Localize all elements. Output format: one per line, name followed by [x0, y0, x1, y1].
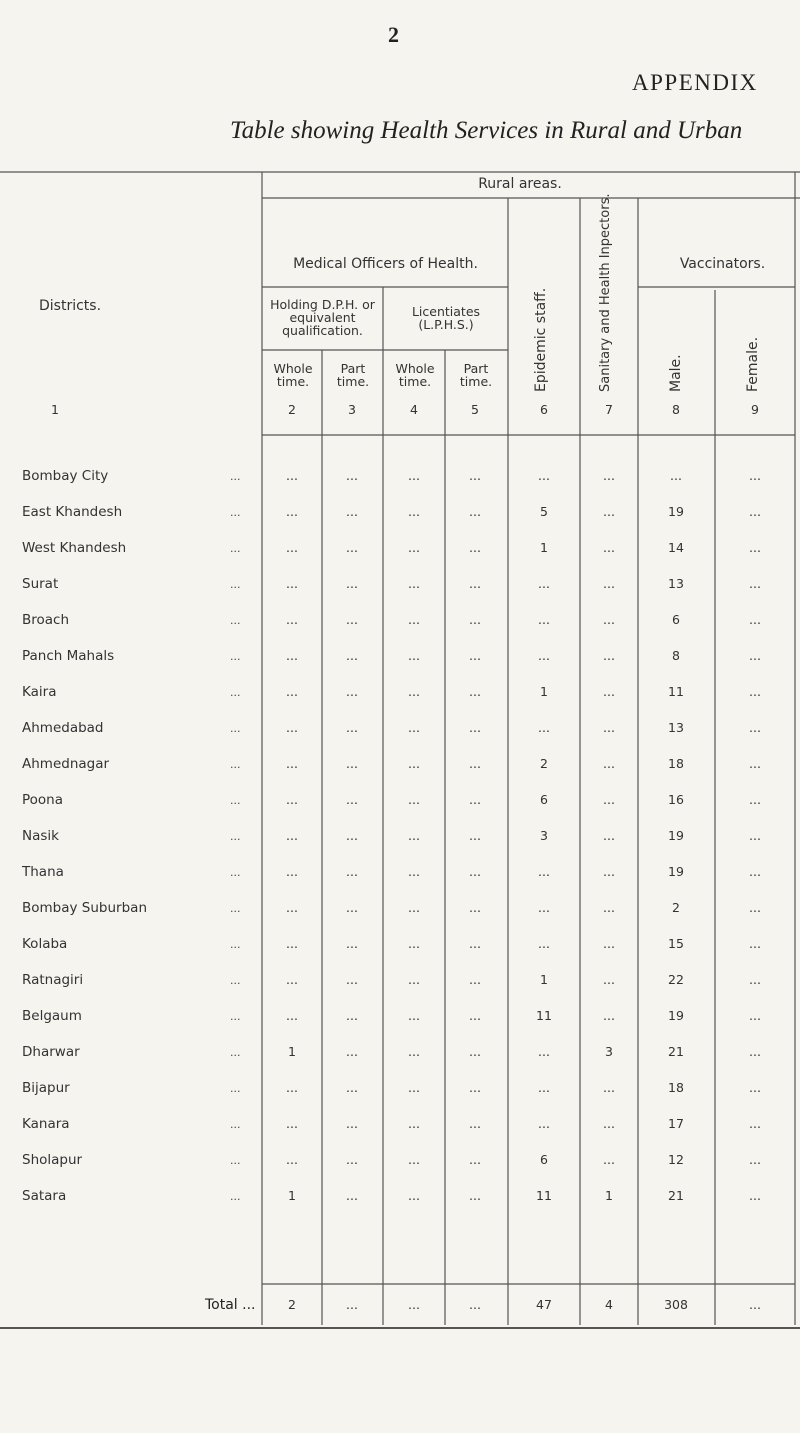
cell-col-2: ...: [286, 504, 298, 519]
cell-col-5: ...: [469, 720, 481, 735]
cell-col-9: ...: [749, 648, 761, 663]
cell-col-3: ...: [346, 792, 358, 807]
cell-col-8: ...: [670, 468, 682, 483]
cell-col-2: ...: [286, 792, 298, 807]
column-number-9: 9: [751, 402, 759, 417]
cell-col-9: ...: [749, 1152, 761, 1167]
leader-dots: ...: [230, 794, 241, 807]
cell-col-4: ...: [408, 540, 420, 555]
cell-col-9: ...: [749, 1008, 761, 1023]
cell-col-2: 1: [288, 1188, 296, 1203]
cell-col-5: ...: [469, 504, 481, 519]
total-label: Total ...: [205, 1297, 256, 1313]
cell-col-7: ...: [603, 864, 615, 879]
cell-col-9: ...: [749, 468, 761, 483]
cell-col-2: ...: [286, 864, 298, 879]
cell-col-6: ...: [538, 468, 550, 483]
cell-col-6: ...: [538, 864, 550, 879]
cell-col-5: ...: [469, 864, 481, 879]
cell-col-8: 12: [668, 1152, 684, 1167]
leader-dots: ...: [230, 542, 241, 555]
cell-col-6: ...: [538, 936, 550, 951]
column-number-8: 8: [672, 402, 680, 417]
cell-col-3: ...: [346, 936, 358, 951]
cell-col-4: ...: [408, 864, 420, 879]
cell-col-4: ...: [408, 468, 420, 483]
cell-col-5: ...: [469, 612, 481, 627]
cell-col-5: ...: [469, 756, 481, 771]
leader-dots: ...: [230, 938, 241, 951]
cell-col-8: 18: [668, 1080, 684, 1095]
cell-col-7: ...: [603, 1152, 615, 1167]
cell-col-7: ...: [603, 504, 615, 519]
cell-col-3: ...: [346, 720, 358, 735]
cell-col-5: ...: [469, 468, 481, 483]
cell-col-4: ...: [408, 936, 420, 951]
cell-col-6: ...: [538, 720, 550, 735]
district-name: Thana: [22, 864, 64, 880]
district-name: Belgaum: [22, 1008, 82, 1024]
part-time-header-5: Part time.: [459, 361, 493, 389]
male-header: Male.: [668, 354, 684, 392]
column-number-7: 7: [605, 402, 613, 417]
cell-col-6: ...: [538, 900, 550, 915]
cell-col-5: ...: [469, 576, 481, 591]
cell-col-3: ...: [346, 504, 358, 519]
district-name: Dharwar: [22, 1044, 80, 1060]
cell-col-6: ...: [538, 648, 550, 663]
district-name: Panch Mahals: [22, 648, 115, 664]
cell-col-3: ...: [346, 540, 358, 555]
cell-col-4: ...: [408, 1080, 420, 1095]
cell-col-3: ...: [346, 1188, 358, 1203]
cell-col-2: ...: [286, 936, 298, 951]
district-name: East Khandesh: [22, 504, 123, 520]
page-number: 2: [388, 22, 399, 47]
leader-dots: ...: [230, 758, 241, 771]
cell-col-3: ...: [346, 1044, 358, 1059]
cell-col-4: ...: [408, 1008, 420, 1023]
cell-col-4: ...: [408, 648, 420, 663]
cell-col-9: ...: [749, 756, 761, 771]
district-name: Kolaba: [22, 936, 68, 952]
cell-col-2: ...: [286, 972, 298, 987]
district-name: Broach: [22, 612, 70, 628]
medical-officers-header: Medical Officers of Health.: [293, 256, 478, 272]
total-cell-col-8: 308: [664, 1297, 688, 1312]
cell-col-5: ...: [469, 792, 481, 807]
cell-col-2: ...: [286, 540, 298, 555]
cell-col-7: ...: [603, 900, 615, 915]
cell-col-9: ...: [749, 972, 761, 987]
district-name: West Khandesh: [22, 540, 127, 556]
vaccinators-header: Vaccinators.: [679, 256, 766, 272]
cell-col-2: ...: [286, 720, 298, 735]
district-name: Surat: [22, 576, 59, 592]
cell-col-4: ...: [408, 684, 420, 699]
cell-col-5: ...: [469, 1008, 481, 1023]
epidemic-staff-header: Epidemic staff.: [533, 287, 549, 392]
column-number-1: 1: [51, 402, 59, 417]
leader-dots: ...: [230, 1010, 241, 1023]
rural-areas-header: Rural areas.: [478, 176, 562, 192]
leader-dots: ...: [230, 830, 241, 843]
cell-col-3: ...: [346, 576, 358, 591]
cell-col-5: ...: [469, 1080, 481, 1095]
cell-col-9: ...: [749, 1080, 761, 1095]
cell-col-2: ...: [286, 1116, 298, 1131]
cell-col-4: ...: [408, 828, 420, 843]
cell-col-8: 19: [668, 1008, 684, 1023]
cell-col-2: ...: [286, 1152, 298, 1167]
cell-col-9: ...: [749, 1044, 761, 1059]
cell-col-9: ...: [749, 504, 761, 519]
cell-col-5: ...: [469, 936, 481, 951]
cell-col-2: ...: [286, 828, 298, 843]
leader-dots: ...: [230, 1118, 241, 1131]
cell-col-5: ...: [469, 540, 481, 555]
total-cell-col-5: ...: [469, 1297, 481, 1312]
cell-col-5: ...: [469, 828, 481, 843]
cell-col-5: ...: [469, 1152, 481, 1167]
cell-col-9: ...: [749, 612, 761, 627]
cell-col-2: ...: [286, 468, 298, 483]
district-name: Nasik: [22, 828, 59, 844]
cell-col-6: 2: [540, 756, 548, 771]
cell-col-2: ...: [286, 1008, 298, 1023]
cell-col-8: 18: [668, 756, 684, 771]
cell-col-4: ...: [408, 1116, 420, 1131]
cell-col-6: ...: [538, 612, 550, 627]
cell-col-6: ...: [538, 1044, 550, 1059]
leader-dots: ...: [230, 722, 241, 735]
leader-dots: ...: [230, 1154, 241, 1167]
cell-col-3: ...: [346, 684, 358, 699]
leader-dots: ...: [230, 650, 241, 663]
cell-col-6: 11: [536, 1008, 552, 1023]
cell-col-3: ...: [346, 864, 358, 879]
district-name: Sholapur: [22, 1152, 83, 1168]
cell-col-9: ...: [749, 1188, 761, 1203]
cell-col-3: ...: [346, 1116, 358, 1131]
cell-col-3: ...: [346, 612, 358, 627]
cell-col-7: ...: [603, 792, 615, 807]
cell-col-9: ...: [749, 864, 761, 879]
cell-col-5: ...: [469, 1188, 481, 1203]
total-cell-col-9: ...: [749, 1297, 761, 1312]
cell-col-7: ...: [603, 1116, 615, 1131]
female-header: Female.: [745, 336, 761, 392]
cell-col-7: ...: [603, 720, 615, 735]
cell-col-9: ...: [749, 900, 761, 915]
cell-col-8: 19: [668, 504, 684, 519]
total-cell-col-3: ...: [346, 1297, 358, 1312]
cell-col-3: ...: [346, 972, 358, 987]
cell-col-6: 6: [540, 1152, 548, 1167]
district-name: Bombay City: [22, 468, 109, 484]
leader-dots: ...: [230, 902, 241, 915]
district-name: Ratnagiri: [22, 972, 84, 988]
leader-dots: ...: [230, 1190, 241, 1203]
cell-col-8: 19: [668, 864, 684, 879]
cell-col-7: ...: [603, 612, 615, 627]
cell-col-6: 6: [540, 792, 548, 807]
cell-col-8: 2: [672, 900, 680, 915]
cell-col-4: ...: [408, 1152, 420, 1167]
cell-col-9: ...: [749, 720, 761, 735]
cell-col-6: 1: [540, 972, 548, 987]
whole-time-header-4: Whole time.: [395, 361, 435, 389]
cell-col-7: ...: [603, 648, 615, 663]
cell-col-6: 1: [540, 684, 548, 699]
cell-col-7: 3: [605, 1044, 613, 1059]
cell-col-7: ...: [603, 936, 615, 951]
cell-col-7: 1: [605, 1188, 613, 1203]
cell-col-9: ...: [749, 540, 761, 555]
cell-col-4: ...: [408, 900, 420, 915]
cell-col-9: ...: [749, 576, 761, 591]
leader-dots: ...: [230, 578, 241, 591]
cell-col-8: 19: [668, 828, 684, 843]
cell-col-8: 16: [668, 792, 684, 807]
cell-col-8: 11: [668, 684, 684, 699]
cell-col-7: ...: [603, 684, 615, 699]
cell-col-7: ...: [603, 576, 615, 591]
district-name: Satara: [22, 1188, 67, 1204]
cell-col-5: ...: [469, 1044, 481, 1059]
cell-col-4: ...: [408, 972, 420, 987]
cell-col-3: ...: [346, 900, 358, 915]
sanitary-inspectors-header: Sanitary and Health Inpectors.: [598, 193, 613, 392]
cell-col-4: ...: [408, 576, 420, 591]
licentiates-header: Licentiates (L.P.H.S.): [411, 304, 481, 332]
cell-col-8: 13: [668, 576, 684, 591]
cell-col-7: ...: [603, 756, 615, 771]
district-name: Bijapur: [22, 1080, 70, 1096]
cell-col-6: ...: [538, 1080, 550, 1095]
cell-col-7: ...: [603, 468, 615, 483]
holding-dph-header: Holding D.P.H. or equivalent qualification.: [270, 297, 375, 338]
cell-col-9: ...: [749, 684, 761, 699]
cell-col-4: ...: [408, 792, 420, 807]
cell-col-7: ...: [603, 828, 615, 843]
cell-col-5: ...: [469, 900, 481, 915]
cell-col-8: 13: [668, 720, 684, 735]
column-number-6: 6: [540, 402, 548, 417]
district-name: Ahmednagar: [22, 756, 110, 772]
cell-col-8: 21: [668, 1044, 684, 1059]
cell-col-4: ...: [408, 1044, 420, 1059]
column-number-3: 3: [348, 402, 356, 417]
leader-dots: ...: [230, 614, 241, 627]
cell-col-3: ...: [346, 1008, 358, 1023]
leader-dots: ...: [230, 506, 241, 519]
cell-col-4: ...: [408, 756, 420, 771]
part-time-header-3: Part time.: [336, 361, 370, 389]
cell-col-5: ...: [469, 648, 481, 663]
cell-col-3: ...: [346, 828, 358, 843]
cell-col-5: ...: [469, 972, 481, 987]
cell-col-2: ...: [286, 684, 298, 699]
leader-dots: ...: [230, 866, 241, 879]
cell-col-6: ...: [538, 1116, 550, 1131]
cell-col-3: ...: [346, 468, 358, 483]
cell-col-8: 6: [672, 612, 680, 627]
district-name: Bombay Suburban: [22, 900, 147, 916]
cell-col-6: 11: [536, 1188, 552, 1203]
district-name: Ahmedabad: [22, 720, 104, 736]
leader-dots: ...: [230, 686, 241, 699]
cell-col-9: ...: [749, 936, 761, 951]
cell-col-2: 1: [288, 1044, 296, 1059]
cell-col-8: 17: [668, 1116, 684, 1131]
cell-col-8: 8: [672, 648, 680, 663]
district-name: Kaira: [22, 684, 57, 700]
column-number-4: 4: [410, 402, 418, 417]
cell-col-5: ...: [469, 684, 481, 699]
cell-col-2: ...: [286, 648, 298, 663]
cell-col-5: ...: [469, 1116, 481, 1131]
cell-col-9: ...: [749, 828, 761, 843]
cell-col-4: ...: [408, 720, 420, 735]
cell-col-3: ...: [346, 1080, 358, 1095]
leader-dots: ...: [230, 470, 241, 483]
table-title: Table showing Health Services in Rural and Urban: [230, 117, 743, 144]
cell-col-9: ...: [749, 1116, 761, 1131]
districts-header: Districts.: [38, 298, 102, 314]
cell-col-4: ...: [408, 504, 420, 519]
leader-dots: ...: [230, 1082, 241, 1095]
cell-col-2: ...: [286, 612, 298, 627]
total-cell-col-7: 4: [605, 1297, 613, 1312]
whole-time-header-2: Whole time.: [273, 361, 313, 389]
cell-col-8: 15: [668, 936, 684, 951]
appendix-heading: APPENDIX: [632, 70, 758, 95]
cell-col-6: 3: [540, 828, 548, 843]
total-cell-col-4: ...: [408, 1297, 420, 1312]
cell-col-6: 5: [540, 504, 548, 519]
cell-col-8: 14: [668, 540, 684, 555]
cell-col-2: ...: [286, 756, 298, 771]
leader-dots: ...: [230, 1046, 241, 1059]
column-number-2: 2: [288, 402, 296, 417]
cell-col-3: ...: [346, 648, 358, 663]
cell-col-6: 1: [540, 540, 548, 555]
column-number-5: 5: [471, 402, 479, 417]
cell-col-2: ...: [286, 576, 298, 591]
cell-col-9: ...: [749, 792, 761, 807]
leader-dots: ...: [230, 974, 241, 987]
total-cell-col-2: 2: [288, 1297, 296, 1312]
cell-col-7: ...: [603, 1008, 615, 1023]
cell-col-7: ...: [603, 540, 615, 555]
cell-col-3: ...: [346, 1152, 358, 1167]
district-name: Poona: [22, 792, 64, 808]
total-cell-col-6: 47: [536, 1297, 552, 1312]
cell-col-3: ...: [346, 756, 358, 771]
cell-col-8: 21: [668, 1188, 684, 1203]
cell-col-6: ...: [538, 576, 550, 591]
cell-col-8: 22: [668, 972, 684, 987]
cell-col-7: ...: [603, 1080, 615, 1095]
cell-col-4: ...: [408, 612, 420, 627]
cell-col-4: ...: [408, 1188, 420, 1203]
cell-col-2: ...: [286, 900, 298, 915]
cell-col-7: ...: [603, 972, 615, 987]
cell-col-2: ...: [286, 1080, 298, 1095]
district-name: Kanara: [22, 1116, 70, 1132]
